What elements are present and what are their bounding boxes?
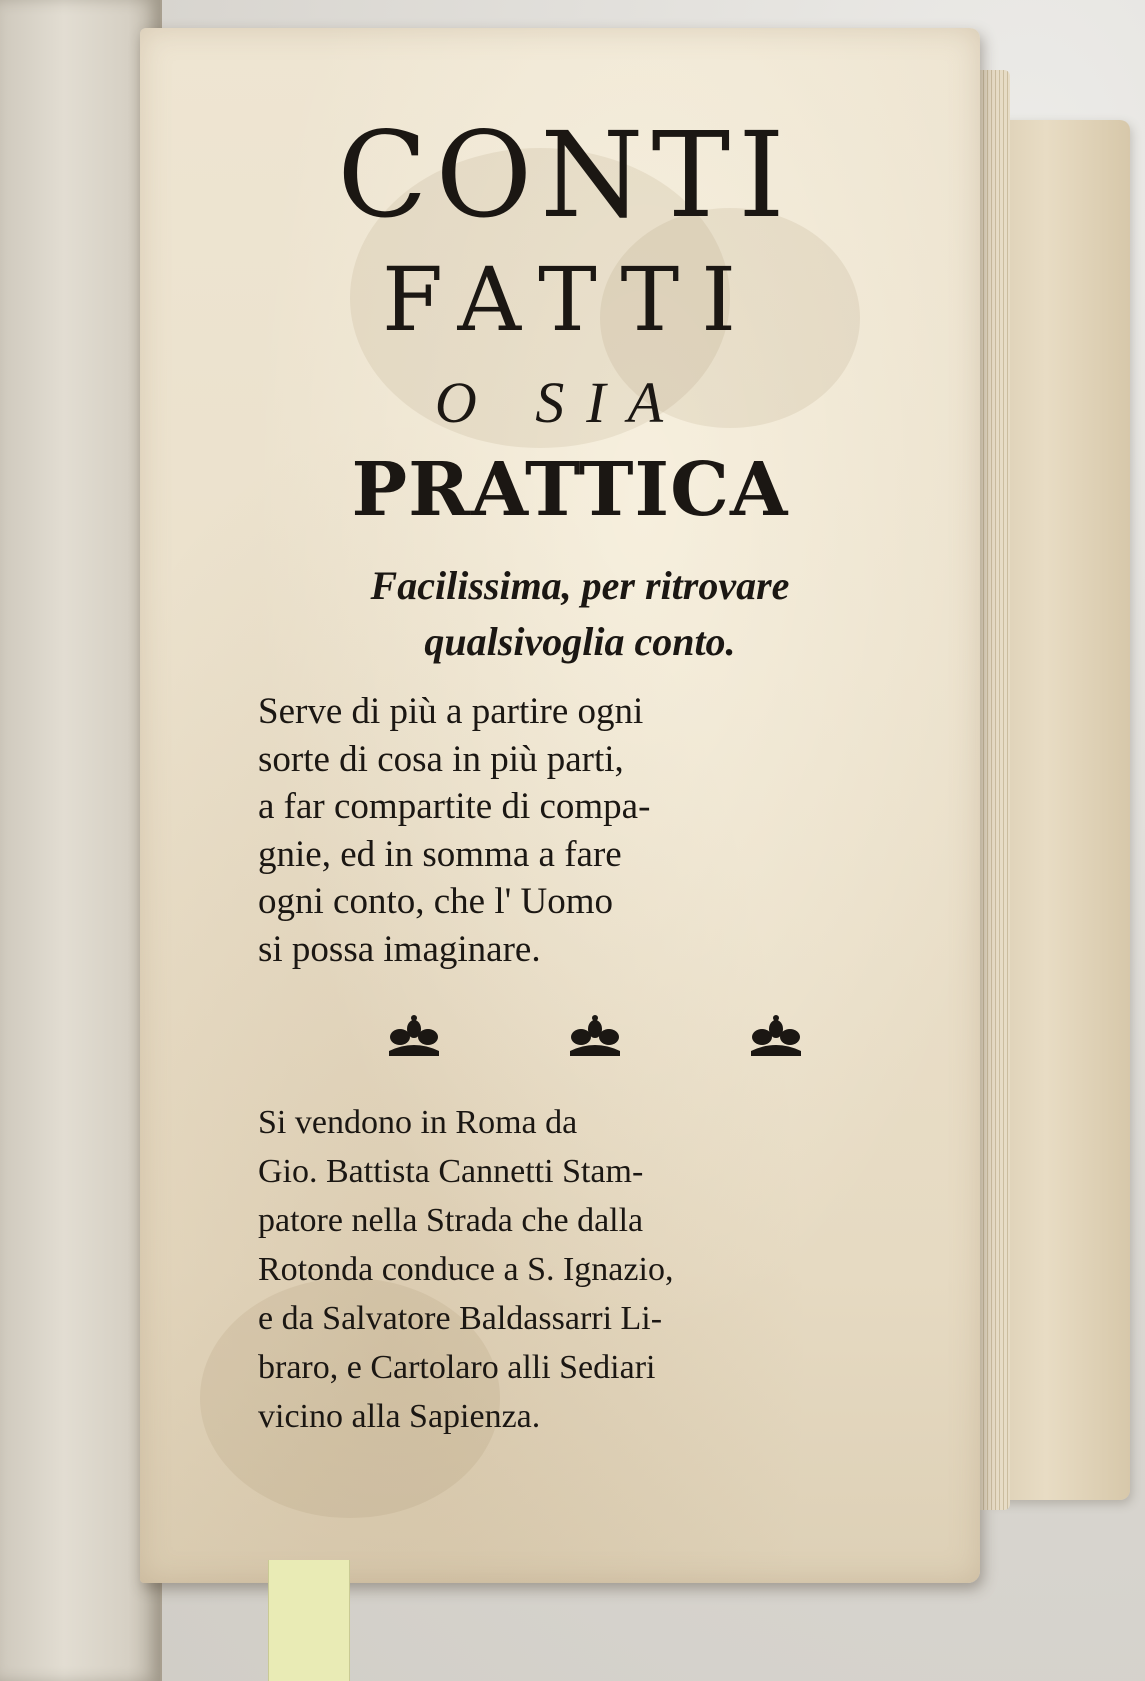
description-line: si possa imaginare. — [258, 928, 541, 970]
imprint-line: Rotonda conduce a S. Ignazio, — [258, 1251, 674, 1288]
description-line: ogni conto, che l' Uomo — [258, 881, 614, 922]
imprint-line: vicino alla Sapienza. — [258, 1398, 541, 1435]
description — [258, 688, 908, 973]
subtitle-line: qualsivoglia conto. — [424, 619, 736, 664]
right-vellum-cover — [990, 120, 1130, 1500]
imprint — [258, 1098, 908, 1441]
description-line: sorte di cosa in più parti, — [258, 738, 624, 780]
subtitle — [250, 558, 910, 670]
imprint-line: patore nella Strada che dalla — [258, 1202, 644, 1239]
imprint-line: braro, e Cartolaro alli Sediari — [258, 1349, 656, 1386]
description-line: gnie, ed in somma a fare — [258, 833, 622, 875]
imprint-line: e da Salvatore Baldassarri Li- — [258, 1300, 663, 1337]
ornament-row — [385, 1013, 805, 1063]
title-line-o-sia: O SIA — [434, 370, 686, 435]
bookmark-ribbon — [268, 1560, 350, 1681]
title-line-conti: CONTI — [337, 106, 793, 244]
left-vellum-cover — [0, 0, 162, 1681]
fleuron-icon — [385, 1013, 443, 1059]
title-line-fatti: FATTI — [382, 248, 758, 351]
title-page — [140, 28, 980, 1583]
fleuron-icon — [747, 1013, 805, 1059]
subtitle-line: Facilissima, per ritrovare — [370, 563, 790, 608]
description-line: a far compartite di compa- — [258, 786, 651, 827]
imprint-line: Gio. Battista Cannetti Stam- — [258, 1153, 644, 1190]
fleuron-icon — [566, 1013, 624, 1059]
description-line: Serve di più a partire ogni — [258, 691, 644, 732]
imprint-line: Si vendono in Roma da — [258, 1104, 578, 1141]
title-line-prattica: PRATTICA — [351, 447, 789, 533]
